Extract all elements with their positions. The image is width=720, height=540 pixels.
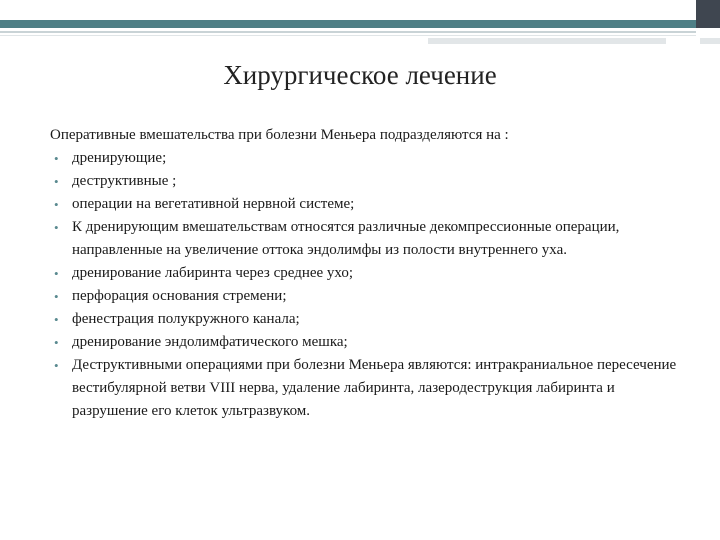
intro-text: Оперативные вмешательства при болезни Меньера подразделяются на : — [50, 127, 509, 143]
list-item-text: дренирование эндолимфатического мешка; — [72, 334, 348, 350]
header-divider-line-secondary — [0, 35, 696, 36]
bullet-list — [50, 147, 690, 423]
list-item — [50, 193, 690, 216]
bullet-icon: • — [54, 220, 59, 235]
list-item — [50, 170, 690, 193]
list-item-text: перфорация основания стремени; — [72, 288, 287, 304]
bullet-icon: • — [54, 289, 59, 304]
list-item — [50, 331, 690, 354]
list-item — [50, 354, 690, 423]
header-dark-block — [696, 0, 720, 28]
list-item-text: фенестрация полукружного канала; — [72, 311, 300, 327]
header-light-bar-right — [700, 38, 720, 44]
bullet-icon: • — [54, 197, 59, 212]
list-item — [50, 216, 690, 262]
list-item — [50, 262, 690, 285]
header-accent-bar — [0, 20, 696, 28]
list-item-text: дренирование лабиринта через среднее ухо; — [72, 265, 354, 281]
header-light-bar — [428, 38, 666, 44]
bullet-icon: • — [54, 358, 59, 373]
list-item-text: деструктивные ; — [72, 173, 177, 189]
bullet-icon: • — [54, 312, 59, 327]
bullet-icon: • — [54, 174, 59, 189]
list-item-text: дренирующие; — [72, 150, 167, 166]
list-item-text: К дренирующим вмешательствам относятся различные декомпрессионные операции, направленные на увеличение оттока эндолимфы из полости внутреннего уха. — [72, 219, 620, 258]
bullet-icon: • — [54, 266, 59, 281]
list-item — [50, 308, 690, 331]
slide-body — [50, 124, 690, 423]
bullet-icon: • — [54, 151, 59, 166]
list-item — [50, 285, 690, 308]
header-divider-line — [0, 31, 696, 33]
list-item-text: операции на вегетативной нервной системе; — [72, 196, 355, 212]
list-item — [50, 147, 690, 170]
slide-title: Хирургическое лечение — [223, 60, 497, 90]
bullet-icon: • — [54, 335, 59, 350]
list-item-text: Деструктивными операциями при болезни Меньера являются: интракраниальное пересечение вестибулярной ветви VIII нерва, удаление лабиринта, лазеродеструкция лабиринта и разрушение его клеток ультразвуком. — [72, 357, 677, 419]
